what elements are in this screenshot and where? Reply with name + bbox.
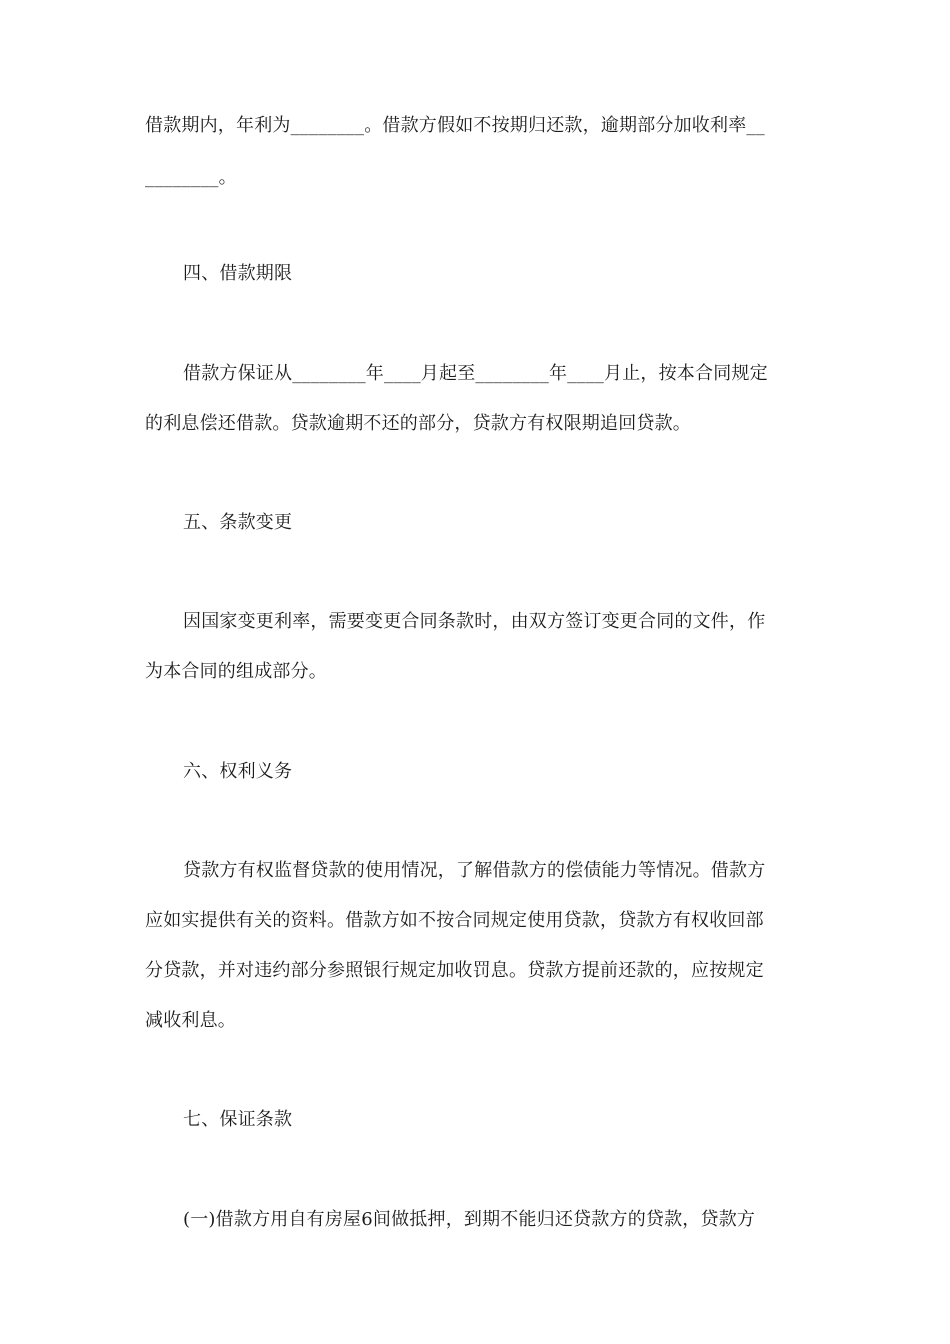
paragraph-line: 因国家变更利率，需要变更合同条款时，由双方签订变更合同的文件，作	[183, 611, 766, 632]
paragraph-line: 贷款方有权监督贷款的使用情况，了解借款方的偿债能力等情况。借款方	[183, 860, 766, 881]
paragraph-line: 的利息偿还借款。贷款逾期不还的部分，贷款方有权限期追回贷款。	[145, 413, 691, 434]
paragraph-line: 分贷款，并对违约部分参照银行规定加收罚息。贷款方提前还款的，应按规定	[145, 960, 764, 981]
section-heading: 七、保证条款	[183, 1109, 293, 1130]
section-heading: 六、权利义务	[183, 761, 293, 782]
paragraph-line: 应如实提供有关的资料。借款方如不按合同规定使用贷款，贷款方有权收回部	[145, 910, 764, 931]
paragraph-line: ________。	[145, 167, 237, 188]
section-heading: 五、条款变更	[183, 512, 293, 533]
section-heading: 四、借款期限	[183, 263, 293, 284]
paragraph-line: (一)借款方用自有房屋6间做抵押，到期不能归还贷款方的贷款，贷款方	[183, 1209, 756, 1230]
paragraph-line: 借款方保证从________年____月起至________年____月止，按本合同规定	[183, 363, 768, 384]
paragraph-line: 为本合同的组成部分。	[145, 661, 327, 682]
paragraph-line: 借款期内，年利为________。借款方假如不按期归还款，逾期部分加收利率__	[145, 115, 765, 136]
paragraph-line: 减收利息。	[145, 1010, 236, 1031]
